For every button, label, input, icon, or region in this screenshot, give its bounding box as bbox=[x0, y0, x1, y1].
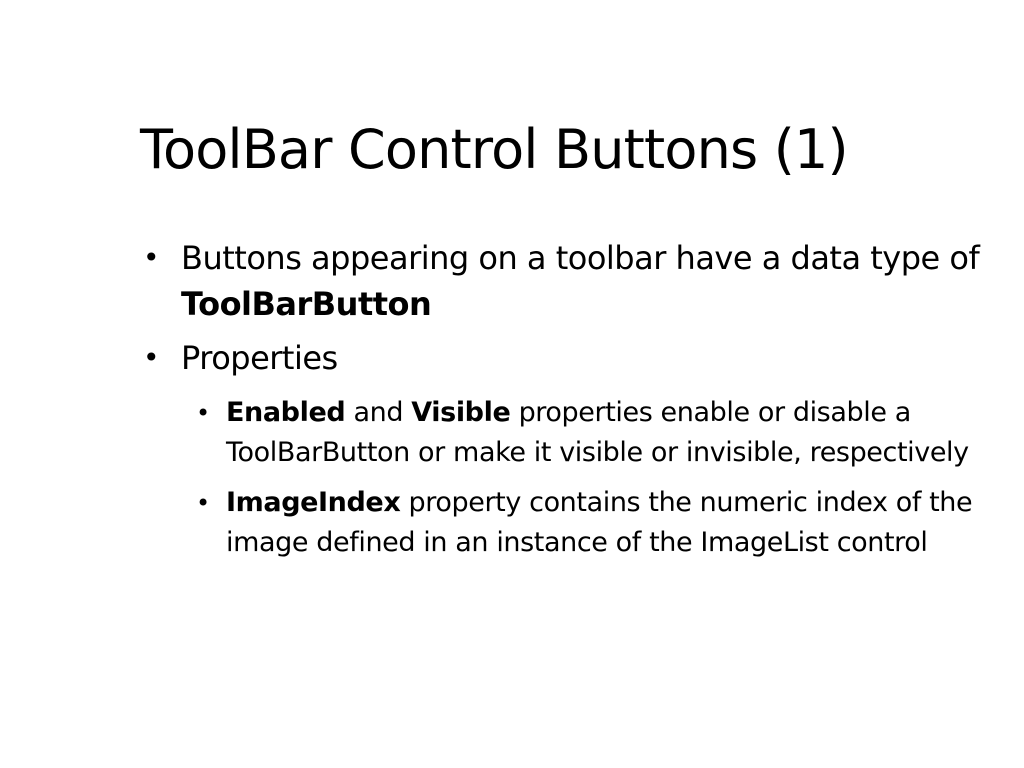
bullet-bold-term: Enabled bbox=[226, 397, 346, 428]
bullet-list bbox=[140, 235, 1010, 389]
bullet-bold-term: Visible bbox=[411, 397, 511, 428]
bullet-text: Buttons appearing on a toolbar have a data type of bbox=[181, 239, 980, 277]
bullet-text: and bbox=[345, 397, 412, 428]
sub-bullet-list bbox=[140, 393, 1010, 573]
bullet-bold-term: ToolBarButton bbox=[181, 285, 432, 323]
bullet-bold-term: ImageIndex bbox=[226, 487, 401, 518]
bullet-marker: • bbox=[196, 489, 210, 517]
bullet-text: properties enable or disable a ToolBarButton or make it visible or invisible, respectively bbox=[226, 397, 969, 468]
slide-title: ToolBar Control Buttons (1) bbox=[140, 118, 848, 181]
sub-bullet-item bbox=[140, 393, 1010, 473]
bullet-item bbox=[140, 335, 1010, 381]
bullet-text: Properties bbox=[181, 339, 338, 377]
bullet-marker: • bbox=[196, 399, 210, 427]
bullet-marker: • bbox=[143, 241, 160, 274]
bullet-text: property contains the numeric index of the image defined in an instance of the ImageList control bbox=[226, 487, 973, 558]
bullet-marker: • bbox=[143, 341, 160, 374]
sub-bullet-item bbox=[140, 483, 1010, 563]
bullet-item bbox=[140, 235, 1010, 327]
